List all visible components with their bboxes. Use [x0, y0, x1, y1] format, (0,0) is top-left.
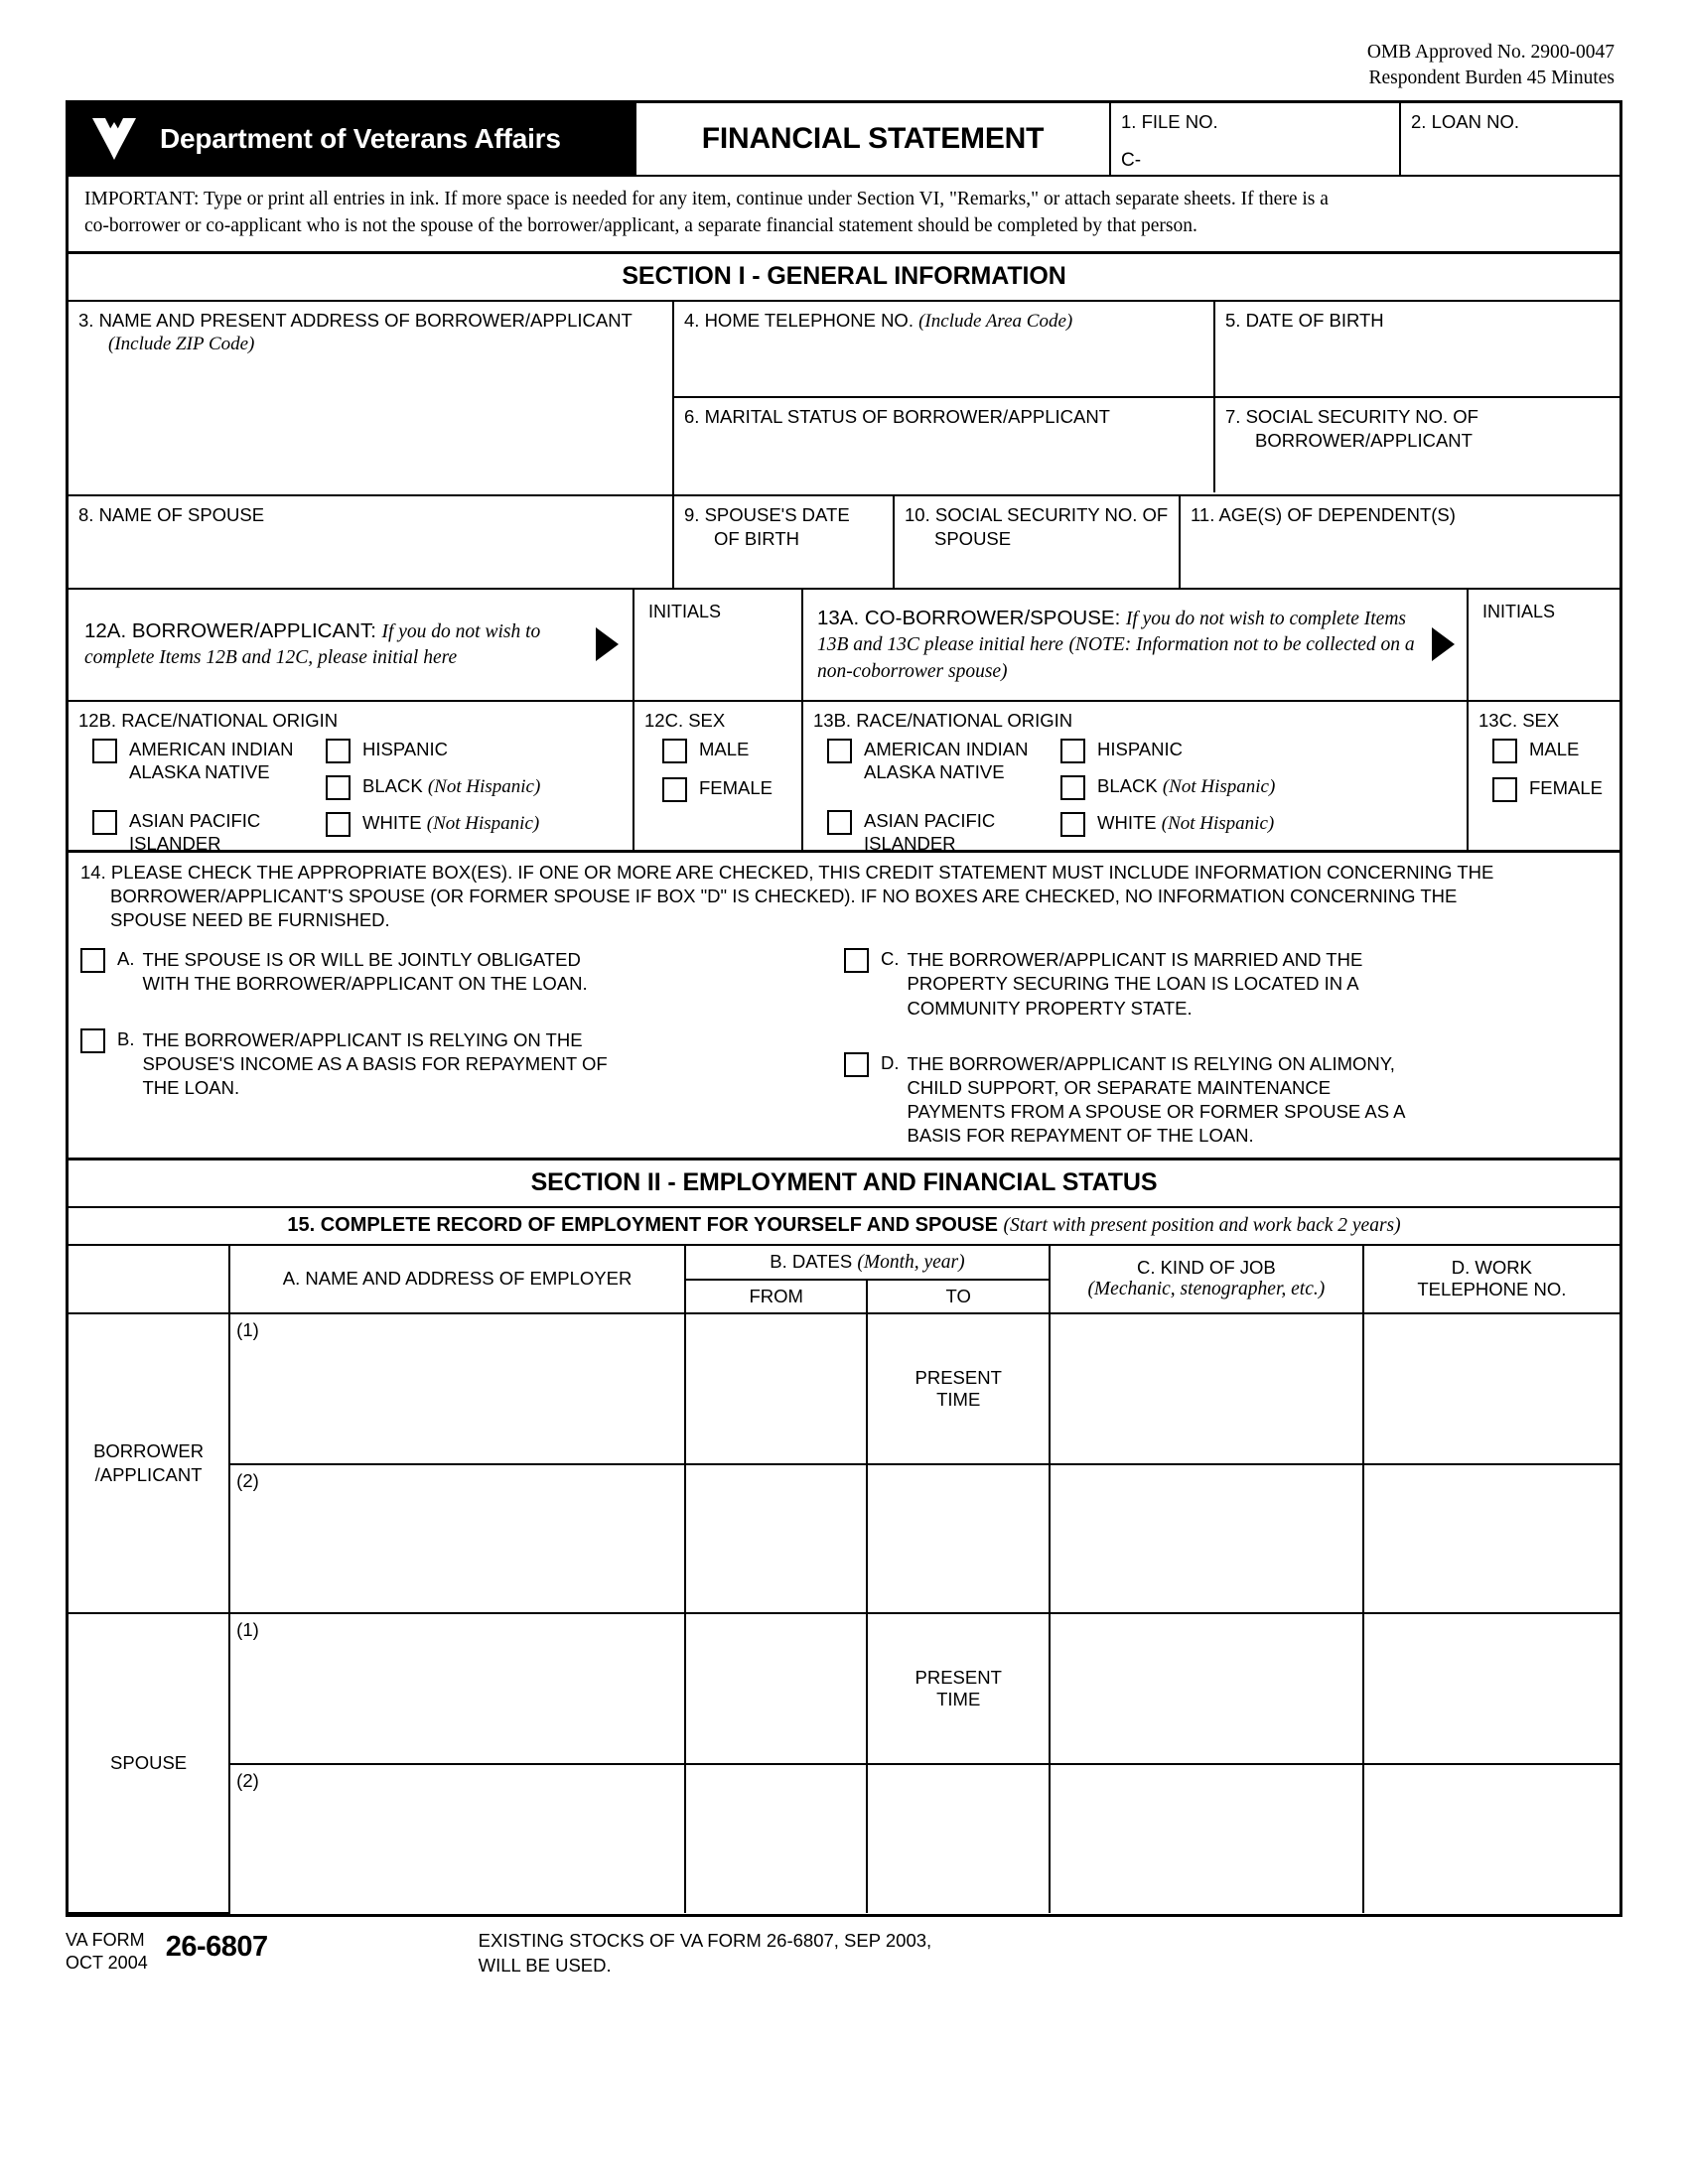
file-no-field[interactable]: [1111, 103, 1399, 175]
item-13c-sex: [1469, 702, 1619, 850]
checkbox-icon[interactable]: [326, 812, 351, 837]
checkbox-icon[interactable]: [326, 739, 351, 763]
item-12c-title: 12C. SEX: [644, 709, 726, 731]
item-12b-title: 12B. RACE/NATIONAL ORIGIN: [78, 709, 339, 731]
item-6-marital-status[interactable]: [674, 398, 1215, 492]
file-no-prefix: C-: [1121, 149, 1142, 171]
item-12a-instruction: If you do not wish to complete Items 12B and 12C, please initial here: [84, 620, 541, 669]
cell-employer-borrower-1[interactable]: [229, 1313, 685, 1464]
cell-to-borrower-2[interactable]: [867, 1464, 1050, 1613]
header-kind-of-job: [1050, 1246, 1363, 1313]
checkbox-12b-white[interactable]: [326, 812, 625, 837]
checkbox-14d[interactable]: [844, 1052, 1608, 1148]
row-label-borrower: [69, 1313, 229, 1613]
cell-phone-spouse-2[interactable]: [1363, 1764, 1619, 1913]
option-label-line2: ALASKA NATIVE: [129, 760, 270, 782]
checkbox-icon[interactable]: [326, 775, 351, 800]
item-14-block: [69, 853, 1619, 1160]
option-label: FEMALE: [1529, 776, 1604, 798]
item-14-line-1: 14. PLEASE CHECK THE APPROPRIATE BOX(ES). IF ONE OR MORE ARE CHECKED, THIS CREDIT STATEMENT MUST INCLUDE INFORMATION CONCERNING THE: [80, 861, 1494, 883]
section1-row-2: [69, 496, 1619, 590]
initials-label-12a: INITIALS: [648, 601, 722, 621]
form-body: [66, 100, 1622, 1916]
option-label: WHITE: [362, 811, 422, 833]
file-no-label: 1. FILE NO.: [1121, 111, 1218, 133]
borrower-label-line2: /APPLICANT: [94, 1463, 203, 1485]
header-job-sub: (Mechanic, stenographer, etc.): [1087, 1279, 1326, 1300]
header-dates: [685, 1246, 1050, 1280]
checkbox-12b-hispanic[interactable]: [326, 739, 625, 763]
existing-stocks-notice: [479, 1929, 932, 1979]
cell-phone-spouse-1[interactable]: [1363, 1613, 1619, 1764]
cell-to-borrower-1[interactable]: [867, 1313, 1050, 1464]
item-13a-note: (NOTE: Information not to be collected on a non-coborrower spouse): [817, 634, 1415, 682]
cell-to-spouse-2[interactable]: [867, 1764, 1050, 1913]
item-13a-instruction: If you do not wish to complete Items 13B and 13C please initial here: [817, 608, 1407, 656]
initials-row: [69, 590, 1619, 702]
option-note: (Not Hispanic): [1161, 812, 1275, 834]
option-label-line1: ASIAN PACIFIC: [864, 809, 996, 831]
checkbox-12b-black[interactable]: [326, 775, 625, 800]
form-title: FINANCIAL STATEMENT: [634, 103, 1111, 175]
checkbox-icon[interactable]: [80, 948, 105, 973]
item-14-line-3: SPOUSE NEED BE FURNISHED.: [110, 909, 390, 931]
checkbox-icon[interactable]: [92, 810, 117, 835]
cell-from-borrower-2[interactable]: [685, 1464, 868, 1613]
option-note: (Not Hispanic): [426, 812, 540, 834]
item-11-dependent-ages[interactable]: [1181, 496, 1619, 588]
item-3-label: 3. NAME AND PRESENT ADDRESS OF BORROWER/APPLICANT: [78, 309, 633, 331]
item-12a-initials-field[interactable]: [634, 590, 803, 700]
form-footer: [66, 1917, 1622, 1979]
item-3-name-address[interactable]: [69, 302, 674, 494]
option-label: HISPANIC: [1097, 738, 1184, 759]
header-phone-line1: D. WORK: [1451, 1257, 1532, 1279]
item-10-label-2: SPOUSE: [934, 527, 1012, 549]
item-9-label: 9. SPOUSE'S DATE: [684, 503, 850, 525]
section-1-header: SECTION I - GENERAL INFORMATION: [69, 254, 1619, 302]
checkbox-icon[interactable]: [1060, 812, 1085, 837]
cell-job-borrower-2[interactable]: [1050, 1464, 1363, 1613]
employment-table: [69, 1246, 1619, 1914]
option-letter: B.: [117, 1027, 135, 1049]
agency-name: Department of Veterans Affairs: [160, 123, 561, 155]
section1-row-1: [69, 302, 1619, 496]
header-from: FROM: [685, 1280, 868, 1313]
item-13a-initials-field[interactable]: [1469, 590, 1619, 700]
checkbox-12b-asian-pacific[interactable]: [92, 810, 326, 856]
item-14-column-left: [80, 948, 844, 1147]
present-line1: PRESENT: [914, 1666, 1002, 1688]
option-text: THE SPOUSE IS OR WILL BE JOINTLY OBLIGATED WITH THE BORROWER/APPLICANT ON THE LOAN.: [142, 949, 588, 995]
option-label: HISPANIC: [362, 738, 449, 759]
option-label: BLACK: [362, 774, 423, 796]
header-job-label: C. KIND OF JOB: [1136, 1257, 1276, 1279]
checkbox-13b-white[interactable]: [1060, 812, 1459, 837]
checkbox-icon[interactable]: [662, 739, 687, 763]
cell-employer-spouse-1[interactable]: [229, 1613, 685, 1764]
item-12c-sex: [634, 702, 803, 850]
present-line2: TIME: [936, 1688, 981, 1709]
option-note: (Not Hispanic): [427, 775, 541, 797]
checkbox-13b-black[interactable]: [1060, 775, 1459, 800]
checkbox-icon[interactable]: [827, 739, 852, 763]
item-11-label: 11. AGE(S) OF DEPENDENT(S): [1191, 503, 1456, 525]
stocks-line2: WILL BE USED.: [478, 1954, 612, 1976]
arrow-right-icon: [596, 627, 619, 661]
item-4-home-telephone[interactable]: [674, 302, 1215, 396]
respondent-burden: Respondent Burden 45 Minutes: [1368, 67, 1615, 88]
header-phone-line2: TELEPHONE NO.: [1417, 1279, 1567, 1300]
item-4-sublabel: (Include Area Code): [918, 310, 1073, 332]
demographics-row: [69, 702, 1619, 853]
important-line-1: IMPORTANT: Type or print all entries in ink. If more space is needed for any item, continue under Section VI, "Remarks," or attach separate sheets. If there is a: [84, 189, 1329, 210]
item-12a-block: [69, 590, 634, 700]
item-15-label: 15. COMPLETE RECORD OF EMPLOYMENT FOR YOURSELF AND SPOUSE: [287, 1213, 998, 1236]
table-row: [69, 1313, 1619, 1464]
item-8-name-of-spouse[interactable]: [69, 496, 674, 588]
checkbox-12c-male[interactable]: [662, 739, 793, 763]
checkbox-icon[interactable]: [844, 1052, 869, 1077]
checkbox-icon[interactable]: [80, 1028, 105, 1053]
loan-no-field[interactable]: [1399, 103, 1619, 175]
checkbox-icon[interactable]: [662, 777, 687, 802]
item-13b-title: 13B. RACE/NATIONAL ORIGIN: [813, 709, 1073, 731]
item-9-spouse-dob[interactable]: [674, 496, 895, 588]
header-dates-label: B. DATES: [770, 1250, 853, 1272]
important-line-2: co-borrower or co-applicant who is not the spouse of the borrower/applicant, a separate financial statement should be completed by that person.: [84, 214, 1197, 236]
borrower-label-line1: BORROWER: [93, 1439, 205, 1461]
item-14-column-right: [844, 948, 1608, 1147]
form-header-band: [69, 103, 1619, 177]
section-2-header: SECTION II - EMPLOYMENT AND FINANCIAL STATUS: [69, 1160, 1619, 1208]
checkbox-icon[interactable]: [1060, 775, 1085, 800]
item-13a-label: 13A. CO-BORROWER/SPOUSE:: [817, 606, 1121, 629]
item-6-label: 6. MARITAL STATUS OF BORROWER/APPLICANT: [684, 405, 1110, 427]
item-13c-title: 13C. SEX: [1478, 709, 1560, 731]
va-form-line1: VA FORM: [66, 1929, 145, 1950]
item-7-ssn-borrower[interactable]: [1215, 398, 1619, 492]
checkbox-14c[interactable]: [844, 948, 1608, 1020]
option-text: THE BORROWER/APPLICANT IS RELYING ON ALIMONY, CHILD SUPPORT, OR SEPARATE MAINTENANCE PAYMENTS FROM A SPOUSE OR FORMER SPOUSE AS A BASIS FOR REPAYMENT OF THE LOAN.: [907, 1052, 1405, 1146]
item-9-label-2: OF BIRTH: [714, 527, 799, 549]
checkbox-13b-american-indian[interactable]: [827, 739, 1060, 784]
cell-from-spouse-1[interactable]: [685, 1613, 868, 1764]
header-dates-sub: (Month, year): [857, 1251, 965, 1273]
item-15-sublabel: (Start with present position and work back 2 years): [1003, 1214, 1401, 1236]
table-row: [69, 1613, 1619, 1764]
entry-number: (1): [236, 1318, 259, 1340]
header-spacer: [69, 1246, 229, 1313]
cell-phone-borrower-2[interactable]: [1363, 1464, 1619, 1613]
option-label-line1: ASIAN PACIFIC: [129, 809, 261, 831]
item-7-label-2: BORROWER/APPLICANT: [1255, 429, 1473, 451]
item-8-label: 8. NAME OF SPOUSE: [78, 503, 265, 525]
checkbox-icon[interactable]: [1492, 777, 1517, 802]
option-text: THE BORROWER/APPLICANT IS MARRIED AND THE PROPERTY SECURING THE LOAN IS LOCATED IN A COMMUNITY PROPERTY STATE.: [907, 949, 1363, 1019]
loan-no-label: 2. LOAN NO.: [1411, 111, 1519, 133]
checkbox-icon[interactable]: [827, 810, 852, 835]
cell-employer-spouse-2[interactable]: [229, 1764, 685, 1913]
cell-job-spouse-2[interactable]: [1050, 1764, 1363, 1913]
cell-job-spouse-1[interactable]: [1050, 1613, 1363, 1764]
cell-from-spouse-2[interactable]: [685, 1764, 868, 1913]
item-13a-block: [803, 590, 1469, 700]
checkbox-icon[interactable]: [1492, 739, 1517, 763]
cell-to-spouse-1[interactable]: [867, 1613, 1050, 1764]
va-agency-banner: [69, 103, 634, 175]
present-line1: PRESENT: [914, 1366, 1002, 1388]
va-seal-logo: [86, 114, 142, 164]
item-14-instructions: [69, 853, 1619, 933]
checkbox-icon[interactable]: [92, 739, 117, 763]
item-15-header: [69, 1208, 1619, 1246]
item-10-label: 10. SOCIAL SECURITY NO. OF: [905, 503, 1169, 525]
option-label-line2: ISLANDER: [864, 832, 956, 854]
item-5-label: 5. DATE OF BIRTH: [1225, 309, 1384, 331]
option-label: FEMALE: [699, 776, 774, 798]
option-label-line2: ISLANDER: [129, 832, 221, 854]
omb-block: [66, 40, 1622, 90]
initials-label-13a: INITIALS: [1482, 601, 1556, 621]
entry-number: (2): [236, 1469, 259, 1491]
item-12a-label: 12A. BORROWER/APPLICANT:: [84, 618, 376, 642]
option-letter: C.: [881, 948, 900, 970]
item-13b-race: [803, 702, 1469, 854]
present-line2: TIME: [936, 1388, 981, 1410]
item-14-options-grid: [69, 932, 1619, 1157]
checkbox-12c-female[interactable]: [662, 777, 793, 802]
option-letter: D.: [881, 1051, 900, 1073]
item-12b-race: [69, 702, 634, 854]
entry-number: (1): [236, 1618, 259, 1640]
cell-employer-borrower-2[interactable]: [229, 1464, 685, 1613]
omb-approved-number: OMB Approved No. 2900-0047: [1366, 42, 1615, 63]
option-label: MALE: [1529, 738, 1580, 759]
arrow-right-icon: [1432, 627, 1455, 661]
table-row: [69, 1764, 1619, 1913]
cell-from-borrower-1[interactable]: [685, 1313, 868, 1464]
header-to: TO: [867, 1280, 1050, 1313]
checkbox-14a[interactable]: [80, 948, 844, 996]
entry-number: (2): [236, 1769, 259, 1791]
va-form-line2: OCT 2004: [66, 1953, 148, 1974]
option-label: BLACK: [1097, 774, 1158, 796]
option-label-line2: ALASKA NATIVE: [864, 760, 1005, 782]
checkbox-13b-hispanic[interactable]: [1060, 739, 1459, 763]
option-letter: A.: [117, 948, 135, 970]
header-work-telephone: [1363, 1246, 1619, 1313]
option-note: (Not Hispanic): [1162, 775, 1276, 797]
option-label: WHITE: [1097, 811, 1157, 833]
checkbox-13c-male[interactable]: [1492, 739, 1612, 763]
checkbox-icon[interactable]: [844, 948, 869, 973]
item-3-sublabel: (Include ZIP Code): [108, 333, 255, 354]
checkbox-14b[interactable]: [80, 1028, 844, 1100]
item-14-line-2: BORROWER/APPLICANT'S SPOUSE (OR FORMER SPOUSE IF BOX "D" IS CHECKED). IF NO BOXES ARE CHECKED, NO INFORMATION CONCERNING THE: [110, 885, 1458, 906]
checkbox-13c-female[interactable]: [1492, 777, 1612, 802]
option-text: THE BORROWER/APPLICANT IS RELYING ON THE SPOUSE'S INCOME AS A BASIS FOR REPAYMENT OF THE LOAN.: [142, 1028, 608, 1098]
header-employer: A. NAME AND ADDRESS OF EMPLOYER: [229, 1246, 685, 1313]
row-label-spouse: SPOUSE: [69, 1613, 229, 1913]
checkbox-12b-american-indian[interactable]: [92, 739, 326, 784]
form-number: 26-6807: [165, 1930, 268, 1963]
item-5-date-of-birth[interactable]: [1215, 302, 1619, 396]
important-notice: [69, 177, 1619, 253]
item-7-label: 7. SOCIAL SECURITY NO. OF: [1225, 405, 1478, 427]
table-header-row: [69, 1246, 1619, 1280]
checkbox-13b-asian-pacific[interactable]: [827, 810, 1060, 856]
option-label-line1: AMERICAN INDIAN: [129, 738, 294, 759]
stocks-line1: EXISTING STOCKS OF VA FORM 26-6807, SEP 2003,: [478, 1929, 932, 1951]
checkbox-icon[interactable]: [1060, 739, 1085, 763]
cell-job-borrower-1[interactable]: [1050, 1313, 1363, 1464]
item-10-ssn-spouse[interactable]: [895, 496, 1181, 588]
table-row: [69, 1464, 1619, 1613]
va-form-designation: [66, 1929, 148, 1976]
option-label-line1: AMERICAN INDIAN: [864, 738, 1029, 759]
cell-phone-borrower-1[interactable]: [1363, 1313, 1619, 1464]
item-4-label: 4. HOME TELEPHONE NO.: [684, 309, 914, 331]
option-label: MALE: [699, 738, 750, 759]
